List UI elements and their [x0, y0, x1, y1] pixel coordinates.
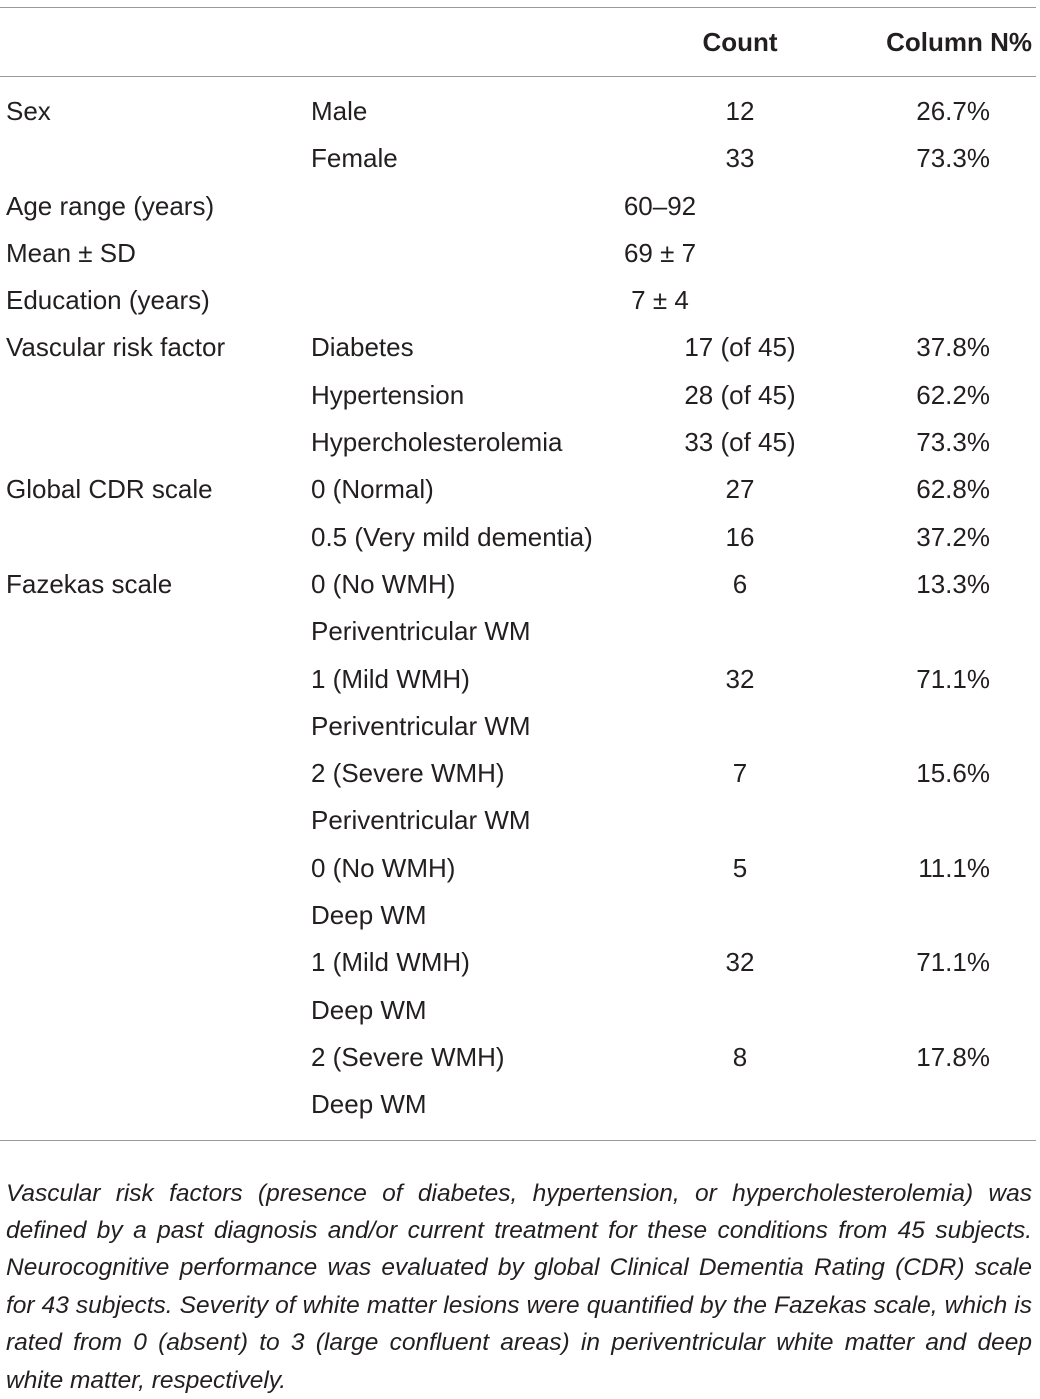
- row-category: Periventricular WM: [311, 710, 531, 741]
- row-label: Fazekas scale: [6, 568, 173, 599]
- count-column-header: Count: [702, 27, 778, 57]
- row-count: 7: [732, 758, 748, 789]
- table-header-rule: [0, 76, 1036, 77]
- table-row: [0, 656, 1036, 703]
- row-column-pct: 13.3%: [916, 568, 990, 599]
- row-count: 28 (of 45): [684, 379, 796, 410]
- row-category: Hypertension: [311, 379, 465, 410]
- row-category: 0 (No WMH): [311, 852, 456, 883]
- row-value: 69 ± 7: [623, 237, 697, 268]
- row-category: 1 (Mild WMH): [311, 947, 470, 978]
- row-count: 12: [725, 96, 755, 126]
- table-row: [0, 845, 1036, 892]
- row-category: 0.5 (Very mild dementia): [311, 521, 593, 552]
- table-row: [0, 1081, 1036, 1128]
- row-category: 0 (Normal): [311, 474, 434, 505]
- table-row: [0, 703, 1036, 750]
- row-count: 32: [725, 947, 755, 978]
- row-label: Age range (years): [6, 190, 215, 221]
- row-column-pct: 15.6%: [916, 758, 990, 789]
- row-category: Deep WM: [311, 1089, 427, 1120]
- row-category: 0 (No WMH): [311, 568, 456, 599]
- row-category: Male: [311, 96, 368, 126]
- row-count: 5: [732, 852, 748, 883]
- row-category: 2 (Severe WMH): [311, 758, 505, 789]
- table-row: [0, 230, 1036, 277]
- table-row: [0, 419, 1036, 466]
- row-category: 2 (Severe WMH): [311, 1041, 505, 1072]
- table-row: [0, 277, 1036, 324]
- row-column-pct: 71.1%: [916, 947, 990, 978]
- table-header: [0, 22, 1036, 62]
- table-row: [0, 1034, 1036, 1081]
- table-body: [0, 88, 1036, 1129]
- row-count: 8: [732, 1041, 748, 1072]
- row-category: Female: [311, 143, 398, 174]
- table-row: [0, 797, 1036, 844]
- table-top-rule: [0, 7, 1036, 8]
- table-row: [0, 372, 1036, 419]
- table-row: [0, 88, 1036, 135]
- row-category: Deep WM: [311, 900, 427, 931]
- row-column-pct: 37.2%: [916, 521, 990, 552]
- row-category: 1 (Mild WMH): [311, 663, 470, 694]
- row-count: 33 (of 45): [684, 427, 796, 458]
- column-pct-header: Column N%: [886, 27, 1032, 57]
- row-column-pct: 62.2%: [916, 379, 990, 410]
- row-column-pct: 37.8%: [916, 332, 990, 363]
- row-category: Diabetes: [311, 332, 414, 363]
- row-value: 7 ± 4: [631, 285, 689, 316]
- table-row: [0, 561, 1036, 608]
- row-count: 17 (of 45): [684, 332, 796, 363]
- row-column-pct: 11.1%: [918, 852, 990, 883]
- row-column-pct: 73.3%: [916, 143, 990, 174]
- row-column-pct: 62.8%: [916, 474, 990, 505]
- table-row: [0, 183, 1036, 230]
- table-row: [0, 135, 1036, 182]
- row-label: Education (years): [6, 285, 210, 316]
- table-bottom-rule: [0, 1140, 1036, 1141]
- row-column-pct: 17.8%: [916, 1041, 990, 1072]
- row-label: Global CDR scale: [6, 474, 213, 505]
- table-row: [0, 514, 1036, 561]
- row-label: Mean ± SD: [6, 237, 136, 268]
- table-row: [0, 939, 1036, 986]
- row-count: 27: [725, 474, 755, 505]
- row-category: Periventricular WM: [311, 616, 531, 647]
- table-row: [0, 466, 1036, 513]
- row-label: Vascular risk factor: [6, 332, 226, 363]
- row-value: 60–92: [623, 190, 697, 221]
- row-count: 6: [732, 568, 748, 599]
- table-row: [0, 987, 1036, 1034]
- row-count: 33: [725, 143, 755, 174]
- table-footnote: Vascular risk factors (presence of diabetes, hypertension, or hypercholesterolemia) was defined by a past diagnosis and/or current treatment for these conditions from 45 subjects. Neurocognitive performance was evaluated by global Clinical Dementia Rating (CDR) scale for 43 subjects. Severity of white matter lesions were quantified by the Fazekas scale, which is rated from 0 (absent) to 3 (large confluent areas) in periventricular white matter and deep white matter, respectively.: [6, 1179, 1032, 1394]
- row-column-pct: 71.1%: [916, 663, 990, 694]
- row-column-pct: 26.7%: [916, 96, 990, 126]
- table-row: [0, 324, 1036, 371]
- table-row: [0, 750, 1036, 797]
- row-label: Sex: [6, 96, 51, 126]
- table-row: [0, 608, 1036, 655]
- row-count: 32: [725, 663, 755, 694]
- row-count: 16: [725, 521, 755, 552]
- row-column-pct: 73.3%: [916, 427, 990, 458]
- row-category: Hypercholesterolemia: [311, 427, 563, 458]
- row-category: Periventricular WM: [311, 805, 531, 836]
- table-row: [0, 892, 1036, 939]
- row-category: Deep WM: [311, 994, 427, 1025]
